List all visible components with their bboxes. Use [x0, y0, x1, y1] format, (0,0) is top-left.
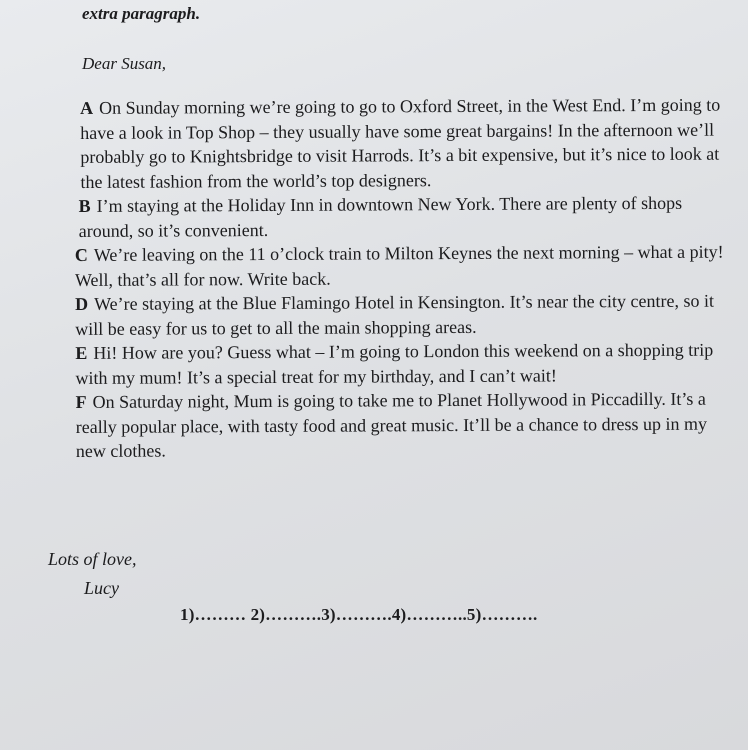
paragraph-letter: A: [80, 97, 94, 118]
letter-body: [74, 93, 726, 464]
answer-blanks: 1)……… 2)……….3)……….4)………..5)……….: [180, 605, 538, 624]
paragraph-text: I’m staying at the Holiday Inn in downtown New York. There are plenty of shops around, so it’s convenient.: [78, 192, 683, 241]
paragraph-letter: D: [75, 293, 89, 314]
paragraph-text: On Sunday morning we’re going to go to Oxford Street, in the West End. I’m going to have a look in Top Shop – they usually have some great bargains! In the afternoon we’ll probably go to Knightsbridge to visit Harrods. It’s a bit expensive, but it’s nice to look at the latest fashion from the world’s top designers.: [80, 94, 721, 192]
paragraph-c: [75, 240, 725, 292]
paragraph-text: Hi! How are you? Guess what – I’m going to London this weekend on a shopping trip with my mum! It’s a special treat for my birthday, and I can’t wait!: [75, 339, 714, 388]
letter-salutation: Dear Susan,: [82, 54, 167, 73]
paragraph-text: We’re staying at the Blue Flamingo Hotel in Kensington. It’s near the city centre, so it will be easy for us to get to all the main shopping areas.: [75, 290, 715, 339]
paragraph-letter: B: [78, 195, 91, 216]
paragraph-a: [74, 93, 725, 194]
paragraph-f: [76, 387, 726, 464]
letter-closing: Lots of love,: [48, 549, 137, 569]
paragraph-letter: C: [74, 244, 88, 265]
paragraph-e: [75, 338, 725, 390]
paragraph-d: [75, 289, 725, 341]
letter-signature: Lucy: [84, 578, 119, 598]
paragraph-text: We’re leaving on the 11 o’clock train to Milton Keynes the next morning – what a pity! Well, that’s all for now. Write back.: [74, 241, 724, 290]
paragraph-text: On Saturday night, Mum is going to take me to Planet Hollywood in Piccadilly. It’s a really popular place, with tasty food and great music. It’ll be a chance to dress up in my new clothes.: [75, 388, 708, 461]
paragraph-letter: E: [75, 342, 88, 363]
paragraph-b: [75, 191, 725, 243]
paragraph-letter: F: [75, 391, 87, 412]
instruction-heading: extra paragraph.: [82, 4, 201, 23]
